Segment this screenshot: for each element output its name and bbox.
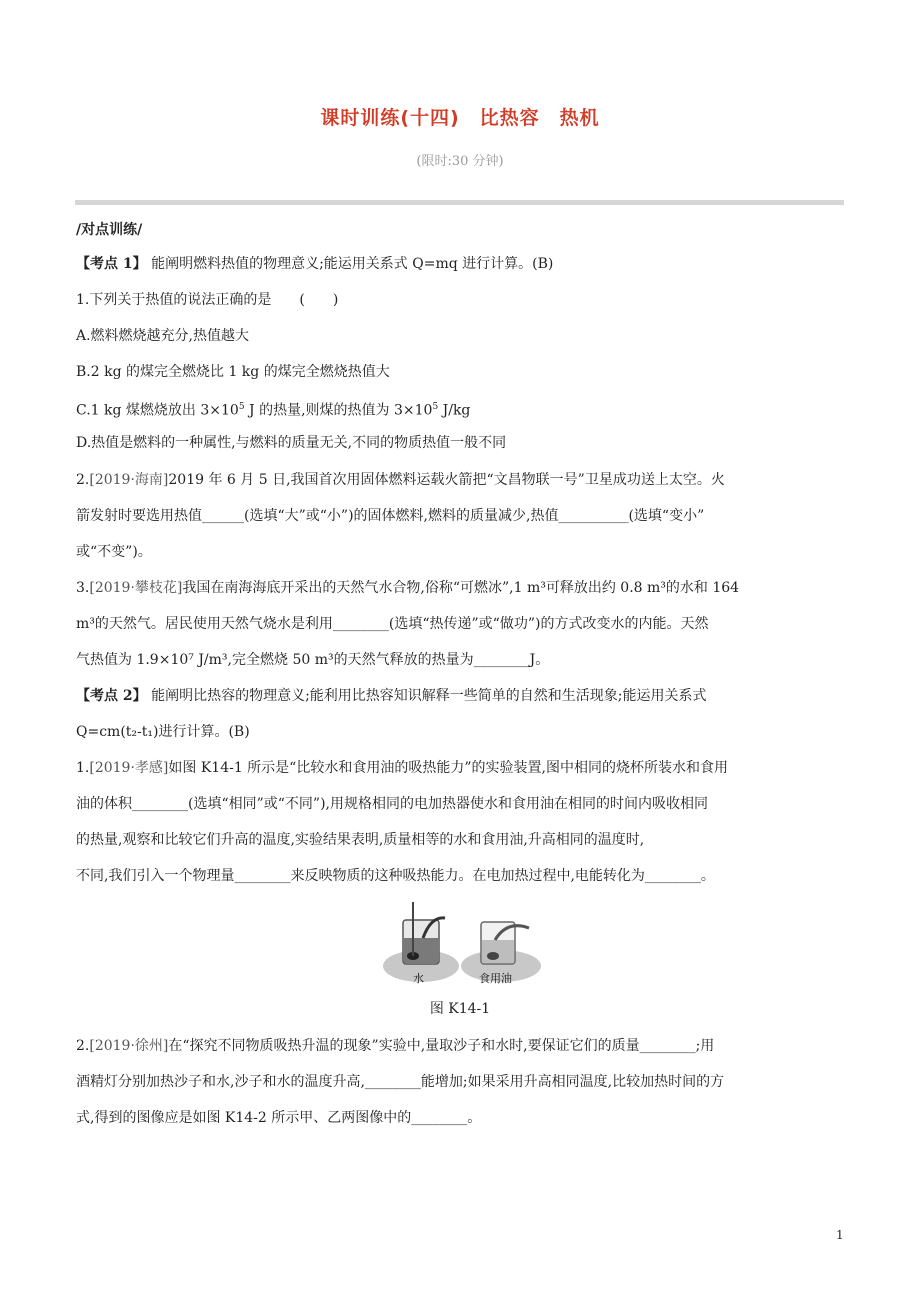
q3-line-3: 气热值为 1.9×10⁷ J/m³,完全燃烧 50 m³的天然气释放的热量为________J。 (76, 652, 550, 668)
kaodian-1-label: 【考点 1】 (76, 256, 147, 272)
page-title: 课时训练(十四) 比热容 热机 (320, 107, 600, 129)
q5-source: [2019·徐州] (89, 1038, 169, 1054)
q1-option-c (76, 397, 470, 421)
q1-option-c-pre: C.1 kg 煤燃烧放出 3×10 (76, 402, 239, 419)
page-number: 1 (836, 1228, 844, 1242)
header-divider (75, 200, 844, 205)
q4-line-3: 的热量,观察和比较它们升高的温度,实验结果表明,质量相等的水和食用油,升高相同的温度时, (76, 832, 645, 848)
q3-l1: 我国在南海海底开采出的天然气水合物,俗称“可燃冰”,1 m³可释放出约 0.8 m³的水和 164 (182, 580, 740, 596)
q2-line-1 (76, 470, 725, 490)
label-oil: 食用油 (479, 972, 512, 984)
q1-option-a: A.燃料燃烧越充分,热值越大 (76, 328, 250, 344)
q3-num: 3. (76, 580, 90, 596)
q3-line-2: m³的天然气。居民使用天然气烧水是利用________(选填“热传递”或“做功”)的方式改变水的内能。天然 (76, 616, 709, 632)
section-label: /对点训练/ (76, 222, 143, 238)
q4-line-2: 油的体积________(选填“相同”或“不同”),用规格相同的电加热器使水和食用油在相同的时间内吸收相同 (76, 796, 709, 812)
q4-source: [2019·孝感] (89, 760, 169, 776)
q5-line-3: 式,得到的图像应是如图 K14-2 所示甲、乙两图像中的________。 (76, 1110, 482, 1126)
time-limit: (限时:30 分钟) (416, 154, 504, 169)
kaodian-2-label: 【考点 2】 (76, 688, 147, 704)
q5-num: 2. (76, 1038, 90, 1054)
q1-option-c-post: J/kg (438, 402, 471, 419)
label-water: 水 (413, 972, 424, 984)
beaker-illustration (383, 898, 543, 984)
kaodian-2-line-1 (76, 686, 707, 706)
kaodian-2-l1: 能阐明比热容的物理意义;能利用比热容知识解释一些简单的自然和生活现象;能运用关系式 (151, 688, 707, 704)
figure-caption: 图 K14-1 (429, 1001, 491, 1017)
q2-l1: 2019 年 6 月 5 日,我国首次用固体燃料运载火箭把“文昌物联一号”卫星成功送上太空。火 (168, 472, 725, 488)
figure-k14-1 (383, 898, 543, 984)
q1-option-c-mid: J 的热量,则煤的热值为 3×10 (244, 402, 433, 419)
kaodian-1 (76, 254, 553, 274)
q4-l1: 如图 K14-1 所示是“比较水和食用油的吸热能力”的实验装置,图中相同的烧杯所装水和食用 (168, 760, 728, 776)
water-beaker (403, 902, 445, 964)
q1-option-d: D.热值是燃料的一种属性,与燃料的质量无关,不同的物质热值一般不同 (76, 435, 507, 451)
q2-line-2: 箭发射时要选用热值______(选填“大”或“小”)的固体燃料,燃料的质量减少,热值__________(选填“变小” (76, 508, 705, 524)
q5-l1: 在“探究不同物质吸热升温的现象”实验中,量取沙子和水时,要保证它们的质量________;用 (168, 1038, 715, 1054)
q4-line-1 (76, 758, 728, 778)
kaodian-2-line-2: Q=cm(t₂-t₁)进行计算。(B) (76, 724, 250, 740)
q1-exp-1: 5 (238, 402, 245, 412)
q2-line-3: 或“不变”)。 (76, 544, 152, 560)
q2-source: [2019·海南] (89, 472, 169, 488)
q3-source: [2019·攀枝花] (89, 580, 183, 596)
q4-line-4: 不同,我们引入一个物理量________来反映物质的这种吸热能力。在电加热过程中,电能转化为________。 (76, 868, 715, 884)
q1-stem: 1.下列关于热值的说法正确的是 ( ) (76, 292, 339, 308)
q2-num: 2. (76, 472, 90, 488)
q5-line-1 (76, 1036, 714, 1056)
q1-exp-2: 5 (432, 402, 439, 412)
q3-line-1 (76, 578, 739, 598)
q5-line-2: 酒精灯分别加热沙子和水,沙子和水的温度升高,________能增加;如果采用升高相同温度,比较加热时间的方 (76, 1074, 725, 1090)
q4-num: 1. (76, 760, 90, 776)
kaodian-1-text: 能阐明燃料热值的物理意义;能运用关系式 Q=mq 进行计算。(B) (151, 256, 554, 272)
q1-option-b: B.2 kg 的煤完全燃烧比 1 kg 的煤完全燃烧热值大 (76, 364, 390, 380)
